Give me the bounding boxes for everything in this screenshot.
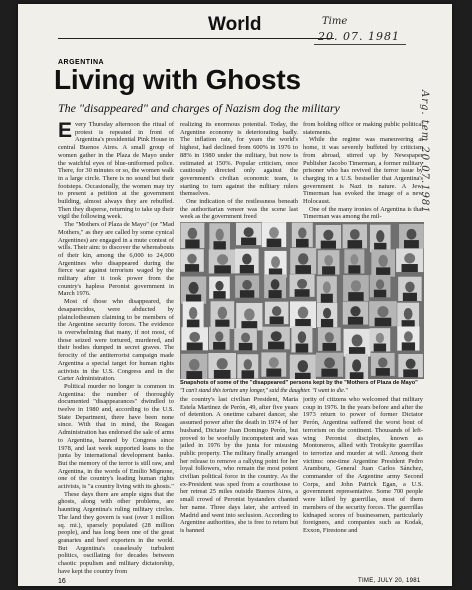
paragraph: The "Mothers of Plaza de Mayo" (or "Mad Mothers," as they are called by some cynical Argentines) are engaged in a mute contest of wills. Their aim: to discover the whereabouts of their kin, among the 6,000 to 24,000 Argentines who disappeared during the fierce war against terrorism waged by the military after it took power from the country's hapless Peronist government in March 1976. bbox=[58, 221, 174, 298]
portrait-snapshot bbox=[370, 328, 391, 351]
section-label: World bbox=[208, 14, 262, 35]
paragraph: One of the many ironies of Argentina is that Timerman was among the mil- bbox=[303, 205, 423, 221]
portrait-snapshot bbox=[290, 355, 316, 379]
paragraph: the country's last civilian President, Maria Estela Martinez de Perón, 49, after five years of detention. A onetime cabaret dancer, she assumed power after the death in 1974 of her husband, Dictator Juan Domingo Perón, but proved to be woefully incompetent and was jailed in 1976 by the junta for misusing public property. The military finally arranged her release to remove a rallying point for her loyal followers, who remain the most potent civilian political force in the country. As the ex-President was sped from a courthouse to her retreat 25 miles outside Buenos Aires, a small crowd of Peronist bystanders chanted her name. Three days later, she arrived in Madrid and went into seclusion. According to Argentine authorities, she is free to return but is banned bbox=[180, 396, 298, 534]
portrait-snapshot bbox=[261, 352, 286, 376]
page-footer: TIME, JULY 20, 1981 bbox=[358, 578, 421, 584]
paragraph: very Thursday afternoon the ritual of protest is repeated in front of Argentina's presidential Pink House in central Buenos Aires. A small group of women gather in the Plaza de Mayo under the watchful eyes of blue-uniformed police. There, for 30 minutes or so, the women walk in a large circle. There is no sound but their footsteps. Occasionally, the women may try to present a petition at the government building, almost always they are rebuffed. Then they disperse, returning to take up their vigil the following week. bbox=[58, 121, 174, 221]
handwritten-date: 20. 07. 1981 bbox=[318, 30, 400, 43]
column-3 bbox=[303, 121, 423, 221]
portrait-snapshot bbox=[209, 327, 230, 350]
portrait-snapshot bbox=[317, 303, 337, 327]
portrait-snapshot bbox=[264, 251, 286, 278]
column-1 bbox=[58, 121, 174, 577]
portrait-snapshot bbox=[180, 249, 204, 272]
portrait-snapshot bbox=[344, 329, 371, 357]
portrait-snapshot bbox=[264, 274, 286, 298]
portrait-snapshot bbox=[371, 353, 395, 376]
portrait-snapshot bbox=[343, 224, 367, 248]
photo-collage bbox=[180, 222, 424, 379]
portrait-snapshot bbox=[316, 353, 343, 377]
article-kicker: ARGENTINA bbox=[58, 59, 105, 66]
portrait-snapshot bbox=[397, 303, 419, 329]
portrait-snapshot bbox=[234, 328, 257, 350]
portrait-collage-image bbox=[180, 222, 424, 379]
portrait-snapshot bbox=[369, 301, 397, 326]
portrait-snapshot bbox=[211, 301, 235, 329]
paragraph: These days there are ample signs that the ghosts, along with other problems, are haunting Argentina's ruling military circles. The land they govern is vast (over 1 million sq. mi.), sparsely populated (28 million people), and has long been one of the great granaries and beef exporters in the world. But Argentina's ceaselessly turbulent politics, oscillating for decades between chaotic populism and military dictatorship, have kept the country from bbox=[58, 490, 174, 575]
portrait-snapshot bbox=[290, 301, 316, 328]
portrait-snapshot bbox=[290, 274, 315, 297]
column-2 bbox=[180, 121, 298, 221]
portrait-snapshot bbox=[344, 249, 364, 273]
portrait-snapshot bbox=[265, 302, 289, 324]
article-headline: Living with Ghosts bbox=[54, 64, 301, 95]
paragraph: from holding office or making public political statements. bbox=[303, 121, 423, 136]
portrait-snapshot bbox=[318, 327, 341, 350]
portrait-snapshot bbox=[209, 249, 237, 273]
portrait-snapshot bbox=[263, 327, 290, 350]
portrait-snapshot bbox=[236, 223, 261, 245]
portrait-snapshot bbox=[291, 326, 312, 352]
portrait-snapshot bbox=[398, 354, 423, 377]
portrait-snapshot bbox=[396, 248, 423, 272]
paragraph: While the regime was maneuvering at home, it was severely buffeted by criticism from abroad, stirred up by Newspaper Publisher Jacobo Timerman, a former military prisoner who has revived the terror issue by charging in a U.S. bestseller that Argentina's government is Nazi in nature. A Jew, Timerman has evoked the image of a new Holocaust. bbox=[303, 136, 423, 206]
article-subhead: The "disappeared" and charges of Nazism dog the military bbox=[58, 101, 340, 115]
portrait-snapshot bbox=[399, 224, 424, 248]
portrait-snapshot bbox=[397, 326, 419, 350]
magazine-page bbox=[18, 4, 452, 586]
portrait-snapshot bbox=[208, 353, 236, 379]
portrait-snapshot bbox=[343, 275, 369, 301]
portrait-snapshot bbox=[318, 250, 340, 274]
portrait-snapshot bbox=[345, 354, 368, 379]
portrait-snapshot bbox=[370, 275, 391, 297]
portrait-snapshot bbox=[343, 302, 368, 325]
portrait-snapshot bbox=[371, 249, 395, 276]
portrait-snapshot bbox=[183, 301, 204, 328]
portrait-snapshot bbox=[317, 276, 337, 303]
paragraph: jority of citizens who welcomed that military coup in 1976. In the years before and after the 1973 return to power of former Dictator Perón, Argentina suffered the worst bout of terrorism on the continent. Thousands of left-wing Peronist disciples, known as Montoneros, allied with Trotskyite guerrillas to terrorize and murder at will. Among their victims: one-time Argentine President Pedro Aramburu, General Juan Carlos Sánchez, commander of the Argentine army Second Corps, and John Patrick Egan, a U.S. government representative. Some 700 people were killed by guerrillas, most of them members of the security forces. The guerrillas kidnaped scores of businessmen, particularly foreigners, and companies such as Kodak, Exxon, Firestone and bbox=[303, 396, 423, 534]
portrait-snapshot bbox=[209, 223, 230, 250]
portrait-snapshot bbox=[237, 354, 258, 378]
portrait-snapshot bbox=[235, 249, 259, 274]
paragraph: Most of those who disappeared, the desaparecidos, were abducted by plainclothesmen claiming to be members of the Argentine security forces. The evidence is overwhelming that many, if not most, of those seized were tortured, murdered, and their bodies dumped in secret graves. The ferocity of the antiterrorist campaign made Argentina a special target for human rights activists in the U.S. Congress and in the Carter Administration. bbox=[58, 298, 174, 383]
paragraph: Political murder no longer is common in Argentina: the number of thoroughly documented "disappearances" dwindled to twelve in 1980 and, according to the U.S. State Department, there have been none since. With that in mind, the Reagan Administration has endorsed the sale of arms to Argentina, banned by Congress since 1978, and last week supported loans to the junta by international development banks. But the memory of the terror is still raw, and Argentina, in the words of Emilio Mignone, one of the country's leading human rights activists, is "a country living with its ghosts." bbox=[58, 382, 174, 491]
portrait-snapshot bbox=[292, 223, 313, 248]
portrait-snapshot bbox=[235, 275, 259, 297]
photo-caption: Snapshots of some of the "disappeared" persons kept by the "Mothers of Plaza de Mayo" bbox=[180, 380, 418, 386]
paragraph: realizing its enormous potential. Today, the Argentine economy is deteriorating badly. The inflation rate, for years the world's highest, had declined from 600% in 1976 to 88% in 1980 under the military, but now is estimated at 150%. Popular criticism, once cautiously directed only against the government's civilian economic team, is starting to turn against the military rulers themselves. bbox=[180, 121, 298, 198]
handwritten-margin-note: Arg. tem 20.07.1981 bbox=[419, 90, 430, 214]
portrait-snapshot bbox=[181, 354, 207, 379]
column-5 bbox=[303, 396, 423, 572]
portrait-snapshot bbox=[180, 223, 204, 248]
photo-quote: "I can't stand this torture any longer," said the daughter. "I want to die." bbox=[180, 388, 348, 394]
page-number: 16 bbox=[58, 578, 66, 585]
portrait-snapshot bbox=[290, 248, 316, 274]
portrait-snapshot bbox=[181, 276, 206, 303]
portrait-snapshot bbox=[316, 225, 341, 249]
portrait-snapshot bbox=[398, 277, 422, 301]
section-rule bbox=[58, 38, 334, 39]
portrait-snapshot bbox=[370, 225, 391, 253]
portrait-snapshot bbox=[181, 327, 208, 350]
portrait-snapshot bbox=[262, 222, 286, 247]
paragraph: One indication of the restlessness beneath the authoritarian veneer was the scene last week as the government freed bbox=[180, 198, 298, 221]
drop-cap: E bbox=[58, 121, 73, 142]
portrait-snapshot bbox=[209, 276, 230, 298]
column-4 bbox=[180, 396, 298, 572]
handwritten-magazine-name: Time bbox=[322, 16, 348, 27]
portrait-snapshot bbox=[236, 303, 262, 330]
handwritten-underline bbox=[314, 44, 406, 45]
